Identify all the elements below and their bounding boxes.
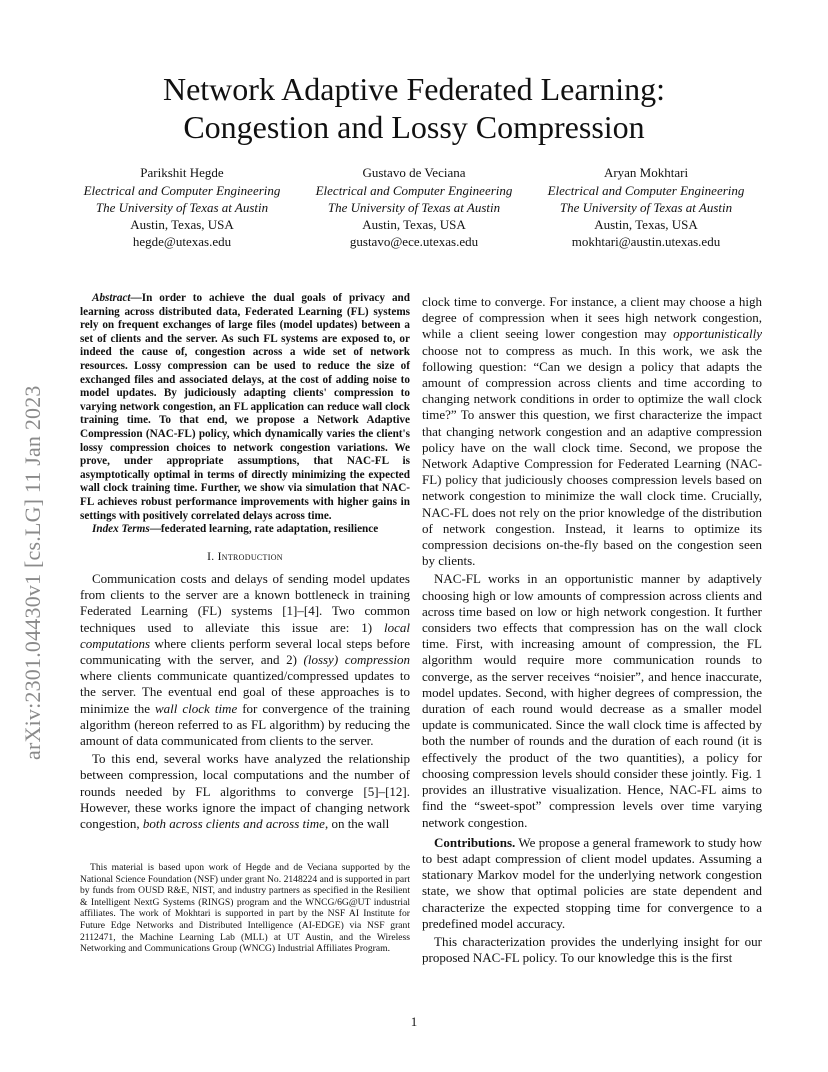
emphasis-text: (lossy) compression [303, 651, 410, 667]
intro-paragraph-2 [80, 751, 410, 832]
intro-paragraph-4: NAC-FL works in an opportunistic manner by adaptively choosing high or low amounts of compression across clients and across time based on low or high network congestion. It further considers two effects that compression has on the wall clock time. First, with increasing amount of compression, the FL algorithm would require more communication rounds to converge, as the server receives “noisier”, and hence inaccurate, model updates. Second, with higher degrees of compression, the duration of each round would decrease as a smaller model update is communicated. Since the wall clock time is affected by both the number of rounds and the duration of each round (it is effectively the product of the two quantities), a policy for choosing compression levels should consider these jointly. Fig. 1 provides an illustrative visualization. Hence, NAC-FL aims to find the “sweet-spot” compression levels over time varying network congestion. [422, 571, 762, 830]
title-line-2: Congestion and Lossy Compression [183, 109, 645, 145]
abstract-text: —In order to achieve the dual goals of privacy and learning across distributed data, Federated Learning (FL) systems rely on frequent exchanges of large files (model updates) between a set of clients and the server. As such FL systems are exposed to, or indeed the cause of, congestion across a wide set of network resources. Lossy compression can be used to reduce the size of exchanged files and associated delays, at the cost of adding noise to model updates. By judiciously adapting clients' compression to varying network congestion, an FL application can reduce wall clock training time. To that end, we propose a Network Adaptive Compression (NAC-FL) policy, which dynamically varies the client's lossy compression choices to network congestion variations. We prove, under appropriate assumptions, that NAC-FL is asymptotically optimal in terms of directly minimizing the expected wall clock training time. Further, we show via simulation that NAC-FL achieves robust performance improvements with higher gains in settings with positively correlated delays across time. [80, 292, 410, 522]
author-name: Aryan Mokhtari [603, 165, 689, 180]
text-run: Communication costs and delays of sending model updates from clients to the server are a known bottleneck in training Federated Learning (FL) systems [1]–[4]. Two common techniques used to alleviate this issue are: 1) [80, 570, 410, 635]
emphasis-text: opportunistically [673, 326, 762, 342]
author-univ: The University of Texas at Austin [327, 200, 501, 215]
author-dept: Electrical and Computer Engineering [83, 183, 281, 198]
abstract [80, 292, 410, 523]
text-run: where clients communicate quantized/compressed updates to the server. The eventual end goal of these approaches is to minimize the [80, 668, 410, 716]
emphasis-text: both across clients and across time [142, 815, 325, 831]
author-1 [70, 164, 294, 250]
author-name: Gustavo de Veciana [362, 165, 466, 180]
title-line-1: Network Adaptive Federated Learning: [162, 71, 666, 107]
text-run: We propose a general framework to study how to best adapt compression of client model updates. Assuming a stationary Markov model for the underlying network congestion state, we show that optimal policies are state dependent and characterize the expected stopping time for convergence to a predefined model accuracy. [422, 834, 762, 931]
emphasis-text: local computations [80, 619, 410, 651]
right-column [422, 294, 762, 968]
contributions-lead: Contributions. [434, 834, 516, 850]
section-title: Introduction [217, 550, 283, 563]
author-dept: Electrical and Computer Engineering [547, 183, 745, 198]
author-email: mokhtari@austin.utexas.edu [571, 234, 721, 249]
author-email: hegde@utexas.edu [132, 234, 232, 249]
section-number: I. [207, 550, 215, 563]
text-run: choose not to compress as much. In this work, we ask the following question: “Can we design a policy that adapts the amount of compression across clients and time according to changing network conditions in order to optimize the wall clock time?” To answer this question, we first characterize the impact that changing network congestion and an adaptive compression policy have on the wall clock time. Second, we propose the Network Adaptive Compression for Federated Learning (NAC-FL) policy that judiciously chooses compression levels based on network congestion to minimize the wall clock time. Crucially, NAC-FL does not rely on the prior knowledge of the distribution of network congestion. Instead, it learns to optimize its compression decisions on-the-fly based on the congestion seen by clients. [422, 342, 762, 569]
paper-title [0, 70, 828, 146]
intro-paragraph-6: This characterization provides the underlying insight for our proposed NAC-FL policy. To our knowledge this is the first [422, 933, 762, 966]
intro-paragraph-3 [422, 294, 762, 569]
text-run: To this end, several works have analyzed the relationship between compression, local computations and the number of rounds needed by FL algorithms to converge [5]–[12]. However, these works ignore the impact of changing network congestion, [80, 751, 410, 831]
author-name: Parikshit Hegde [140, 165, 224, 180]
text-run: clock time to converge. For instance, a client may choose a high degree of compression when it sees high network congestion, while a client seeing lower congestion may [422, 294, 762, 342]
author-dept: Electrical and Computer Engineering [315, 183, 513, 198]
section-heading [80, 549, 410, 565]
text-run: where clients perform several local steps before communicating with the server, and 2) [80, 635, 410, 667]
intro-paragraph-1 [80, 571, 410, 749]
author-location: Austin, Texas, USA [594, 217, 698, 232]
page-number: 1 [410, 1014, 418, 1029]
left-column [80, 292, 410, 834]
author-location: Austin, Texas, USA [362, 217, 466, 232]
author-univ: The University of Texas at Austin [95, 200, 269, 215]
author-email: gustavo@ece.utexas.edu [349, 234, 479, 249]
text-run: , on the wall [324, 815, 390, 831]
contributions-paragraph [422, 835, 762, 932]
footnote: This material is based upon work of Hegde and de Veciana supported by the National Science Foundation (NSF) under grant No. 2148224 and is supported in part by funds from OUSD R&E, NIST, and industry partners as specified in the Resilient & Intelligent NextG Systems (RINGS) program and the WNCG/6G@UT industrial affiliates. The work of Mokhtari is supported in part by the NSF AI Institute for Future Edge Networks and Distributed Intelligence (AI-EDGE) via NSF grant 2112471, the Machine Learning Lab (MLL) at UT Austin, and the Wireless Networking and Communications Group (WNCG) Industrial Affiliates Program. [80, 862, 410, 955]
author-3 [534, 164, 758, 250]
index-terms-lead: Index Terms [92, 523, 150, 536]
author-univ: The University of Texas at Austin [559, 200, 733, 215]
author-2 [302, 164, 526, 250]
index-terms-text: —federated learning, rate adaptation, resilience [149, 523, 379, 536]
abstract-lead: Abstract [92, 292, 131, 304]
index-terms [80, 523, 410, 537]
arxiv-identifier: arXiv:2301.04430v1 [cs.LG] 11 Jan 2023 [20, 385, 45, 760]
author-block [70, 164, 758, 250]
emphasis-text: wall clock time [155, 700, 238, 716]
author-location: Austin, Texas, USA [130, 217, 234, 232]
text-run: for convergence of the training algorithm (hereon referred to as FL algorithm) by reducing the amount of data communicated from clients to the server. [80, 700, 411, 748]
